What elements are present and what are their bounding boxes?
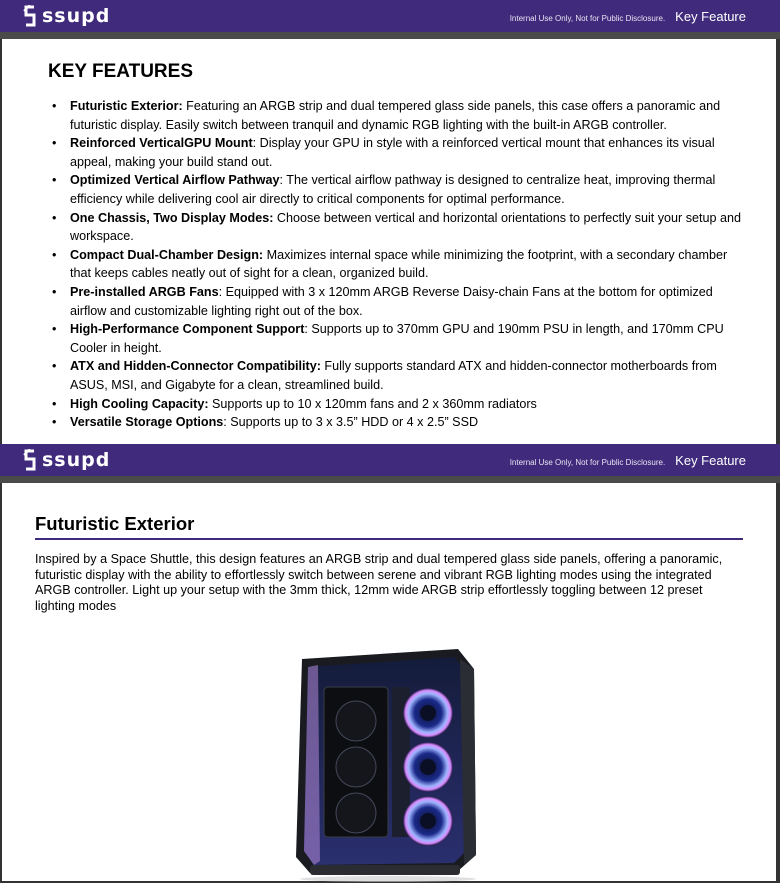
feature-name: Futuristic Exterior: <box>70 99 183 113</box>
header-divider <box>0 32 780 39</box>
logo-text: ssupd <box>42 449 111 471</box>
page-header <box>0 444 780 476</box>
section-label: Key Feature <box>675 452 746 468</box>
feature-name: ATX and Hidden-Connector Compatibility: <box>70 359 321 374</box>
feature-description: Choose between vertical and horizontal orientations to perfectly suit your setup and workspace. <box>70 210 742 244</box>
list-item <box>48 171 748 208</box>
ssupd-logo-icon <box>22 5 38 27</box>
list-item <box>48 320 748 357</box>
feature-description: : Equipped with 3 x 120mm ARGB Reverse Daisy-chain Fans at the bottom for optimized airflow and customizable lighting right out of the box. <box>70 284 713 318</box>
feature-list <box>48 97 748 432</box>
list-item <box>48 97 748 134</box>
feature-name: Versatile Storage Options <box>70 415 224 430</box>
feature-name: Reinforced VerticalGPU Mount <box>70 136 253 151</box>
feature-description: Supports up to 10 x 120mm fans and 2 x 360mm radiators <box>208 396 537 411</box>
feature-description: Featuring an ARGB strip and dual tempered glass side panels, this case offers a panoramic and futuristic display. Easily switch between tranquil and dynamic RGB lighting with the built-in ARGB controller. <box>70 99 721 132</box>
brand-logo <box>22 449 110 471</box>
feature-description: : Display your GPU in style with a reinforced vertical mount that enhances its visual appeal, making your build stand out. <box>70 136 715 169</box>
ssupd-logo-icon <box>22 449 38 471</box>
feature-name: High Cooling Capacity: <box>70 396 209 411</box>
feature-description: Fully supports standard ATX and hidden-connector motherboards from ASUS, MSI, and Gigabyte for a clean, streamlined build. <box>70 359 717 392</box>
pc-case-image <box>288 643 500 883</box>
futuristic-exterior-page <box>2 483 776 881</box>
feature-name: High-Performance Component Support <box>70 322 305 337</box>
feature-description: Maximizes internal space while minimizing the footprint, with a secondary chamber that keeps cables neatly out of sight for a clean, organized build. <box>70 247 728 281</box>
page-header <box>0 0 780 32</box>
list-item <box>48 209 748 246</box>
feature-name: Optimized Vertical Airflow Pathway <box>70 173 280 188</box>
list-item <box>48 357 748 394</box>
section-paragraph: Inspired by a Space Shuttle, this design features an ARGB strip and dual tempered glass side panels, offering a panoramic, futuristic display with the ability to effortlessly switch between serene and vibrant RGB lighting modes using the integrated ARGB controller. Light up your setup with the 3mm thick, 12mm wide ARGB strip effortlessly toggling between 12 preset lighting modes <box>35 552 723 613</box>
header-divider <box>0 476 780 483</box>
title-underline <box>35 538 743 540</box>
confidentiality-notice: Internal Use Only, Not for Public Disclosure. <box>509 13 666 23</box>
key-features-page <box>2 39 776 444</box>
feature-description: : Supports up to 370mm GPU and 190mm PSU in length, and 170mm CPU Cooler in height. <box>70 322 724 355</box>
list-item <box>48 283 748 320</box>
logo-text: ssupd <box>42 5 111 27</box>
feature-name: One Chassis, Two Display Modes: <box>70 210 274 225</box>
list-item <box>48 246 748 283</box>
page-title: KEY FEATURES <box>48 61 193 82</box>
feature-name: Pre-installed ARGB Fans <box>70 284 219 299</box>
feature-description: : Supports up to 3 x 3.5” HDD or 4 x 2.5” SSD <box>223 415 479 430</box>
feature-name: Compact Dual-Chamber Design: <box>70 247 264 262</box>
section-label: Key Feature <box>675 8 746 24</box>
confidentiality-notice: Internal Use Only, Not for Public Disclosure. <box>509 457 666 467</box>
section-title: Futuristic Exterior <box>35 513 195 534</box>
feature-description: : The vertical airflow pathway is designed to centralize heat, improving thermal efficiency while delivering cool air directly to critical components for optimal performance. <box>70 173 716 206</box>
brand-logo <box>22 5 110 27</box>
list-item <box>48 395 748 414</box>
list-item <box>48 413 748 432</box>
list-item <box>48 134 748 171</box>
